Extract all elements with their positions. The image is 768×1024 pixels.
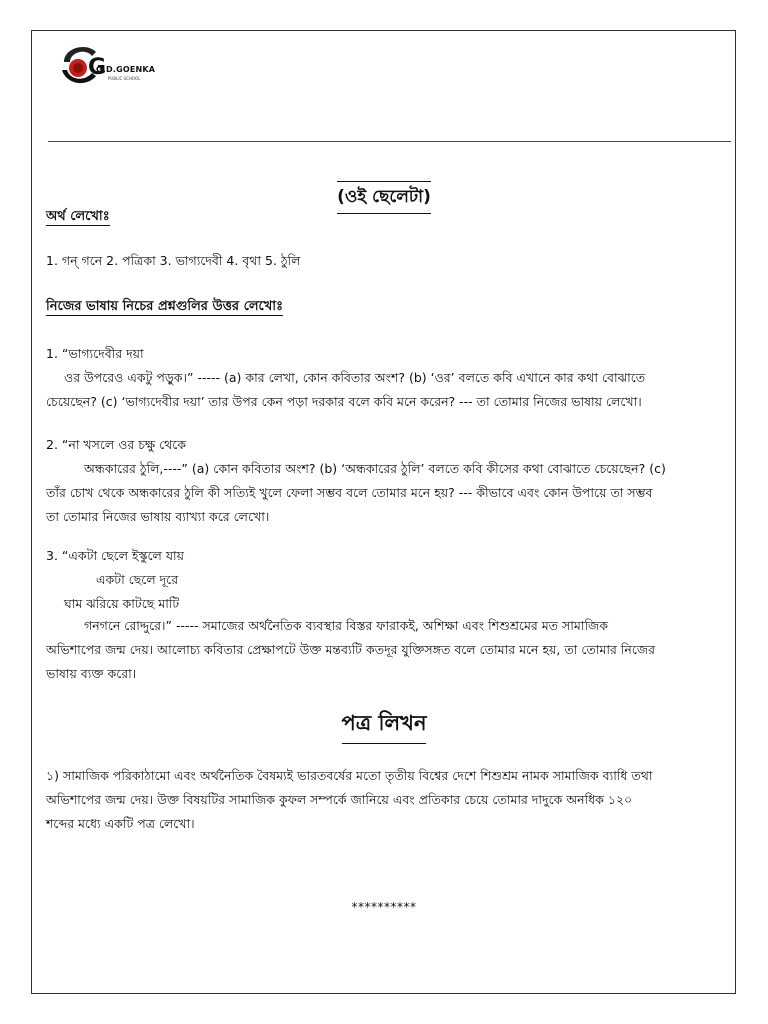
q3-line6: ভাষায় ব্যক্ত করো। — [46, 666, 137, 681]
meaning-words: 1. গন্ গনে 2. পত্রিকা 3. ভাগ্যদেবী 4. বৃথা 5. ঠুলি — [46, 253, 301, 268]
svg-text:G: G — [88, 55, 107, 80]
q2-line1: 2. “না খসলে ওর চক্ষু থেকে — [46, 437, 187, 452]
q1-line3: চেয়েছেন? (c) ‘ভাগ্যদেবীর দয়া’ তার উপর কেন পড়া দরকার বলে কবি মনে করেন? --- তা তোমার নিজের ভাষায় লেখো। — [46, 394, 642, 409]
q1-line1: 1. “ভাগ্যদেবীর দয়া — [46, 346, 144, 361]
letter-line1: ১) সামাজিক পরিকাঠামো এবং অর্থনৈতিক বৈষম্যই ভারতবর্ষের মতো তৃতীয় বিশ্বের দেশে শিশুশ্রম নামক সামাজিক ব্যাধি তথা — [46, 768, 653, 783]
page-title: (ওই ছেলেটা) — [0, 181, 768, 214]
meaning-heading: অর্থ লেখোঃ — [46, 209, 110, 224]
end-marker: ********** — [351, 900, 417, 914]
q3-line1: 3. “একটা ছেলে ইস্কুলে যায় — [46, 548, 185, 563]
logo-subtext: PUBLIC SCHOOL — [108, 76, 141, 81]
q2-line3: তাঁর চোখ থেকে অন্ধকারের ঠুলি কী সত্যিই খুলে ফেলা সম্ভব বলে তোমার মনে হয়? --- কীভাবে এবং কোন উপায়ে তা সম্ভব — [46, 485, 653, 500]
questions-heading: নিজের ভাষায় নিচের প্রশ্নগুলির উত্তর লেখোঃ — [46, 299, 284, 314]
q2-line2: অন্ধকারের ঠুলি,----” (a) কোন কবিতার অংশ? (b) ‘অন্ধকারের ঠুলি’ বলতে কবি কীসের কথা বোঝাতে চেয়েছেন? (c) — [84, 461, 666, 476]
letter-line3: শব্দের মধ্যে একটি পত্র লেখো। — [46, 816, 195, 831]
q3-line3: ঘাম ঝরিয়ে কাটছে মাটি — [64, 596, 180, 611]
header-divider — [48, 141, 731, 142]
q3-line4: গনগনে রোদ্দুরে।” ----- সমাজের অর্থনৈতিক ব্যবস্থার বিস্তর ফারাকই, অশিক্ষা এবং শিশুশ্রমের মত সামাজিক — [84, 618, 608, 633]
q3-line5: অভিশাপের জন্ম দেয়। আলোচ্য কবিতার প্রেক্ষাপটে উক্ত মন্তব্যটি কতদূর যুক্তিসঙ্গত বলে তোমার মনে হয়, তা তোমার নিজের — [46, 642, 655, 657]
letter-line2: অভিশাপের জন্ম দেয়। উক্ত বিষয়টির সামাজিক কুফল সম্পর্কে জানিয়ে এবং প্রতিকার চেয়ে তোমার দাদুকে অনধিক ১২০ — [46, 792, 633, 807]
q1-line2: ওর উপরেও একটু পড়ুক।” ----- (a) কার লেখা, কোন কবিতার অংশ? (b) ‘ওর’ বলতে কবি এখানে কার কথা বোঝাতে — [64, 370, 646, 385]
q3-line2: একটা ছেলে দূরে — [96, 572, 179, 587]
logo-text: G.D.GOENKA — [96, 65, 156, 74]
letter-title: পত্র লিখন — [0, 707, 768, 744]
q2-line4: তা তোমার নিজের ভাষায় ব্যাখ্যা করে লেখো। — [46, 509, 270, 524]
